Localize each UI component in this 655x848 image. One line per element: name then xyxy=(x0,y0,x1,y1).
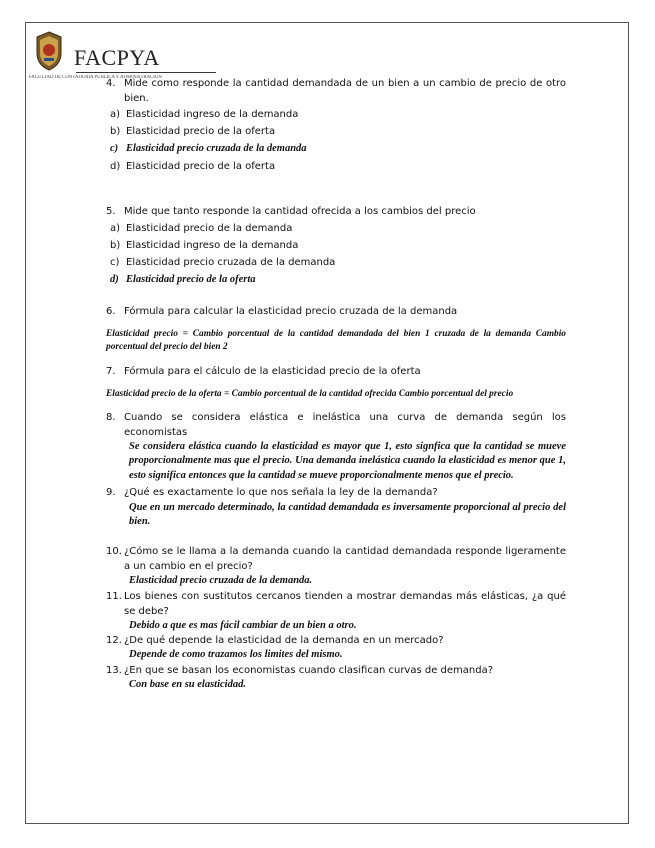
answer-11: Debido a que es mas fácil cambiar de un bien a otro. xyxy=(129,619,357,631)
question-7: 7. Fórmula para el cálculo de la elasticidad precio de la oferta xyxy=(106,365,421,377)
brand-subtitle: FACULTAD DE CONTADURÍA PÚBLICA Y ADMINISTRACIÓN xyxy=(29,75,162,80)
question-11: 11. Los bienes con sustitutos cercanos tienden a mostrar demandas más elásticas, ¿a qué se debe? xyxy=(106,590,566,617)
answer-6: Elasticidad precio = Cambio porcentual de la cantidad demandada del bien 1 cruzada de la demanda Cambio porcentual del precio del bien 2 xyxy=(106,328,566,353)
option-5b: b) Elasticidad ingreso de la demanda xyxy=(110,239,299,251)
answer-10: Elasticidad precio cruzada de la demanda. xyxy=(129,575,313,586)
question-8: 8. Cuando se considera elástica e inelástica una curva de demanda según los economistas xyxy=(106,411,566,438)
option-4a: a) Elasticidad ingreso de la demanda xyxy=(110,109,299,120)
option-5c: c) Elasticidad precio cruzada de la demanda xyxy=(110,256,336,268)
answer-12: Depende de como trazamos los limites del mismo. xyxy=(129,649,343,661)
option-4b: b) Elasticidad precio de la oferta xyxy=(110,126,276,137)
answer-8: Se considera elástica cuando la elasticidad es mayor que 1, esto signfica que la cantidad se mueve proporcionalmente mas que el precio. Una demanda inelástica cuando la elasticidad es menor que 1, esto significa entonces que la cantidad se mueve proporcionalmente menos que el precio. xyxy=(129,440,566,481)
university-seal-logo xyxy=(34,31,64,71)
answer-9: Que en un mercado determinado, la cantidad demandada es inversamente proporcional al precio del bien. xyxy=(129,501,566,528)
questionnaire xyxy=(106,76,566,693)
option-5a: a) Elasticidad precio de la demanda xyxy=(110,222,293,234)
question-9: 9. ¿Qué es exactamente lo que nos señala la ley de la demanda? xyxy=(106,486,438,498)
question-13: 13. ¿En que se basan los economistas cuando clasifican curvas de demanda? xyxy=(106,665,494,677)
question-10: 10. ¿Cómo se le llama a la demanda cuando la cantidad demandada responde ligeramente a un cambio en el precio? xyxy=(106,546,566,572)
option-5d-answer: d) Elasticidad precio de la oferta xyxy=(110,273,256,285)
question-6: 6. Fórmula para calcular la elasticidad precio cruzada de la demanda xyxy=(106,305,458,317)
question-5: 5. Mide que tanto responde la cantidad ofrecida a los cambios del precio xyxy=(106,205,476,217)
brand-underline xyxy=(76,72,216,73)
document-page xyxy=(25,22,629,824)
brand-title: FACPYA xyxy=(74,45,160,70)
question-4: 4. Mide como responde la cantidad demandada de un bien a un cambio de precio de otro bien. xyxy=(106,78,566,104)
option-4c-answer: c) Elasticidad precio cruzada de la demanda xyxy=(110,143,307,154)
answer-13: Con base en su elasticidad. xyxy=(129,679,246,691)
question-12: 12. ¿De qué depende la elasticidad de la demanda en un mercado? xyxy=(106,635,444,647)
option-4d: d) Elasticidad precio de la oferta xyxy=(110,160,276,172)
answer-7: Elasticidad precio de la oferta = Cambio porcentual de la cantidad ofrecida Cambio porcentual del precio xyxy=(106,388,514,399)
